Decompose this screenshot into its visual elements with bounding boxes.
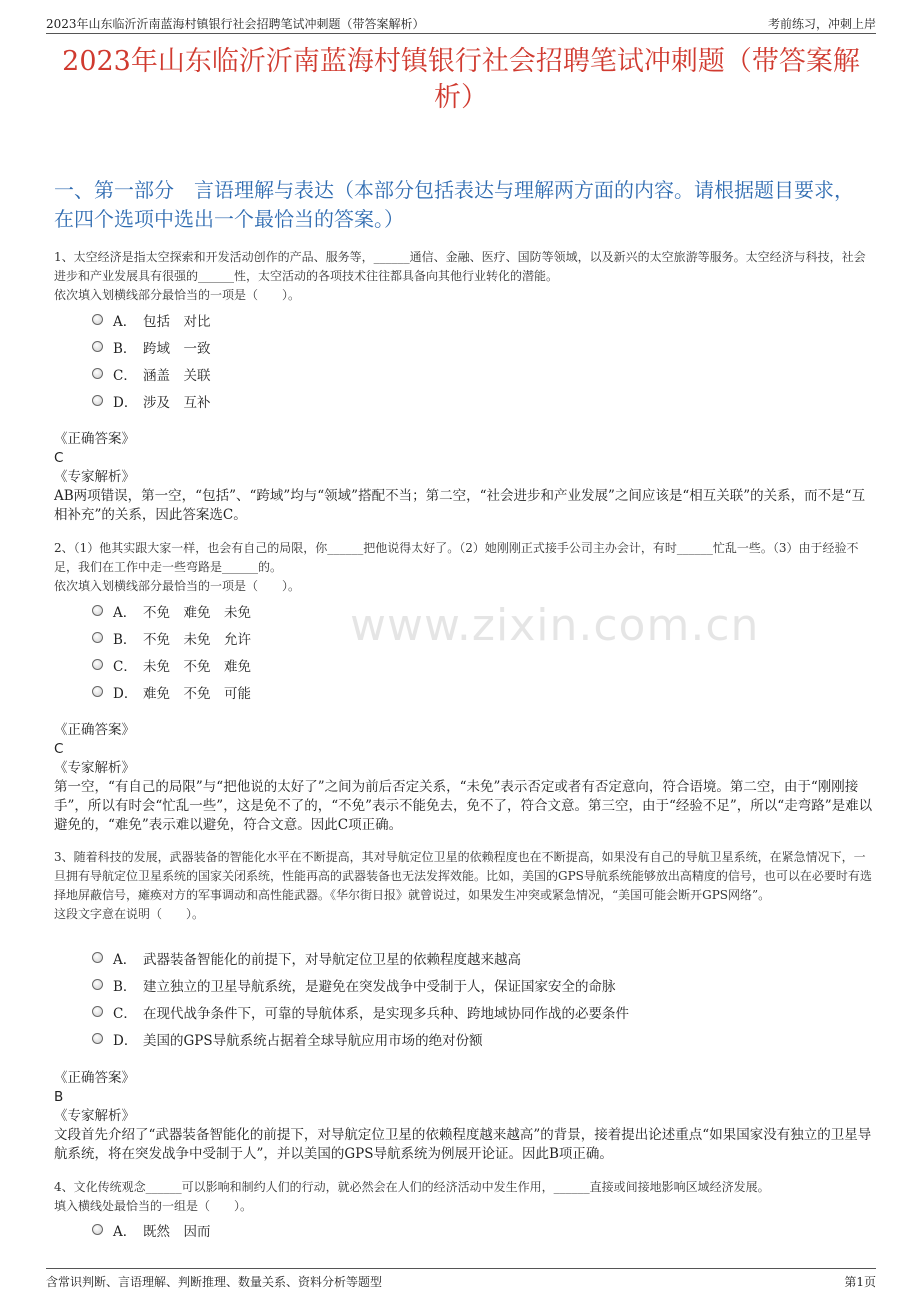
question-3-options: [92, 944, 629, 1052]
analysis-text: 文段首先介绍了“武器装备智能化的前提下，对导航定位卫星的依赖程度越来越高”的背景，接着提出论述重点“如果国家没有独立的卫星导航系统，将在突发战争中受制于人”，并以美国的GPS导航系统为例展开论证。因此B项正确。: [54, 1127, 872, 1162]
radio-button-icon[interactable]: [92, 1224, 103, 1235]
question-prompt: 依次填入划横线部分最恰当的一项是（ ）。: [54, 579, 301, 593]
header-slogan: 考前练习，冲刺上岸: [767, 17, 876, 31]
option-letter: D．: [113, 1032, 138, 1049]
question-prompt: 依次填入划横线部分最恰当的一项是（ ）。: [54, 288, 301, 302]
option-b[interactable]: [92, 333, 211, 360]
option-c[interactable]: [92, 360, 211, 387]
option-c[interactable]: [92, 651, 251, 678]
option-text: 在现代战争条件下，可靠的导航体系，是实现多兵种、跨地域协同作战的必要条件: [143, 1005, 629, 1022]
question-4-stem-block: [54, 1178, 874, 1216]
question-stem: 1、太空经济是指太空探索和开发活动创作的产品、服务等，______通信、金融、医疗、国防等领域，以及新兴的太空旅游等服务。太空经济与科技，社会进步和产业发展具有很强的______性，太空活动的各项技术往往都具备向其他行业转化的潜能。: [54, 250, 866, 283]
radio-button-icon[interactable]: [92, 1006, 103, 1017]
page-number: 第1页: [844, 1275, 876, 1289]
question-stem: 4、文化传统观念______可以影响和制约人们的行动，就必然会在人们的经济活动中发生作用，______直接或间接地影响区域经济发展。: [54, 1180, 770, 1194]
radio-button-icon[interactable]: [92, 979, 103, 990]
option-letter: C．: [113, 1005, 137, 1022]
option-a[interactable]: [92, 306, 211, 333]
option-text: 包括 对比: [143, 313, 211, 330]
option-text: 不免 未免 允许: [143, 631, 251, 648]
radio-button-icon[interactable]: [92, 686, 103, 697]
option-c[interactable]: [92, 998, 629, 1025]
option-b[interactable]: [92, 624, 251, 651]
option-letter: D．: [113, 394, 138, 411]
option-letter: B．: [113, 978, 137, 995]
section-heading: 一、第一部分 言语理解与表达（本部分包括表达与理解两方面的内容。请根据题目要求，在四个选项中选出一个最恰当的答案。）: [54, 178, 854, 231]
question-1-stem-block: [54, 248, 874, 305]
answer-value: B: [54, 1089, 64, 1105]
option-letter: C．: [113, 367, 137, 384]
option-letter: D．: [113, 685, 138, 702]
option-letter: A．: [113, 1223, 137, 1240]
option-a[interactable]: [92, 1216, 211, 1243]
answer-label: 《正确答案》: [54, 1070, 135, 1086]
option-text: 既然 因而: [143, 1223, 211, 1240]
radio-button-icon[interactable]: [92, 395, 103, 406]
radio-button-icon[interactable]: [92, 632, 103, 643]
option-text: 涉及 互补: [143, 394, 211, 411]
option-text: 美国的GPS导航系统占据着全球导航应用市场的绝对份额: [143, 1032, 483, 1049]
option-text: 未免 不免 难免: [143, 658, 251, 675]
question-1-answer-block: [54, 430, 876, 525]
answer-value: C: [54, 450, 64, 466]
footer-question-types: 含常识判断、言语理解、判断推理、数量关系、资料分析等题型: [46, 1275, 383, 1289]
option-text: 难免 不免 可能: [143, 685, 251, 702]
question-3-answer-block: [54, 1069, 876, 1164]
radio-button-icon[interactable]: [92, 368, 103, 379]
answer-label: 《正确答案》: [54, 722, 135, 738]
option-a[interactable]: [92, 944, 629, 971]
radio-button-icon[interactable]: [92, 605, 103, 616]
option-letter: A．: [113, 951, 137, 968]
answer-value: C: [54, 741, 64, 757]
option-a[interactable]: [92, 597, 251, 624]
document-title: 2023年山东临沂沂南蓝海村镇银行社会招聘笔试冲刺题（带答案解析）: [62, 46, 860, 113]
option-d[interactable]: [92, 678, 251, 705]
analysis-label: 《专家解析》: [54, 1108, 135, 1124]
radio-button-icon[interactable]: [92, 952, 103, 963]
question-2-stem-block: [54, 539, 874, 596]
question-3-stem-block: [54, 848, 874, 924]
radio-button-icon[interactable]: [92, 1033, 103, 1044]
answer-label: 《正确答案》: [54, 431, 135, 447]
question-stem: 3、随着科技的发展，武器装备的智能化水平在不断提高，其对导航定位卫星的依赖程度也在不断提高，如果没有自己的导航卫星系统，在紧急情况下，一旦拥有导航定位卫星系统的国家关闭系统，性能再高的武器装备也无法发挥效能。比如，美国的GPS导航系统能够放出高精度的信号，也可以在必要时有选择地屏蔽信号，瘫痪对方的军事调动和高性能武器。《华尔街日报》就曾说过，如果发生冲突或紧急情况，“美国可能会断开GPS网络”。: [54, 850, 872, 902]
question-prompt: 这段文字意在说明（ ）。: [54, 907, 205, 921]
option-d[interactable]: [92, 1025, 629, 1052]
option-text: 涵盖 关联: [143, 367, 211, 384]
question-4-options: [92, 1216, 211, 1243]
option-letter: B．: [113, 340, 137, 357]
page-header: [46, 12, 876, 34]
option-text: 武器装备智能化的前提下，对导航定位卫星的依赖程度越来越高: [143, 951, 521, 968]
option-text: 建立独立的卫星导航系统，是避免在突发战争中受制于人，保证国家安全的命脉: [143, 978, 616, 995]
watermark: www.zixin.com.cn: [350, 600, 760, 651]
option-letter: A．: [113, 313, 137, 330]
option-text: 跨域 一致: [143, 340, 211, 357]
analysis-label: 《专家解析》: [54, 760, 135, 776]
question-2-options: [92, 597, 251, 705]
option-letter: C．: [113, 658, 137, 675]
analysis-label: 《专家解析》: [54, 469, 135, 485]
question-prompt: 填入横线处最恰当的一组是（ ）。: [54, 1199, 253, 1213]
option-d[interactable]: [92, 387, 211, 414]
option-letter: A．: [113, 604, 137, 621]
header-doc-title: 2023年山东临沂沂南蓝海村镇银行社会招聘笔试冲刺题（带答案解析）: [46, 17, 425, 31]
radio-button-icon[interactable]: [92, 314, 103, 325]
question-stem: 2、（1）他其实跟大家一样，也会有自己的局限，你______把他说得太好了。（2）她刚刚正式接手公司主办会计，有时______忙乱一些。（3）由于经验不足，我们在工作中走一些弯路是______的。: [54, 541, 859, 574]
option-letter: B．: [113, 631, 137, 648]
option-text: 不免 难免 未免: [143, 604, 251, 621]
option-b[interactable]: [92, 971, 629, 998]
radio-button-icon[interactable]: [92, 659, 103, 670]
question-1-options: [92, 306, 211, 414]
page-footer: [46, 1268, 876, 1290]
analysis-text: 第一空，“有自己的局限”与“把他说的太好了”之间为前后否定关系，“未免”表示否定或者有否定意向，符合语境。第二空，由于“刚刚接手”，所以有时会“忙乱一些”，这是免不了的，“不免”表示不能免去，免不了，符合文意。第三空，由于“经验不足”，所以“走弯路”是难以避免的，“难免”表示难以避免，符合文意。因此C项正确。: [54, 779, 873, 833]
question-2-answer-block: [54, 721, 876, 835]
analysis-text: AB两项错误，第一空，“包括”、“跨域”均与“领域”搭配不当；第二空，“社会进步和产业发展”之间应该是“相互关联”的关系，而不是“互相补充”的关系，因此答案选C。: [54, 488, 866, 523]
radio-button-icon[interactable]: [92, 341, 103, 352]
